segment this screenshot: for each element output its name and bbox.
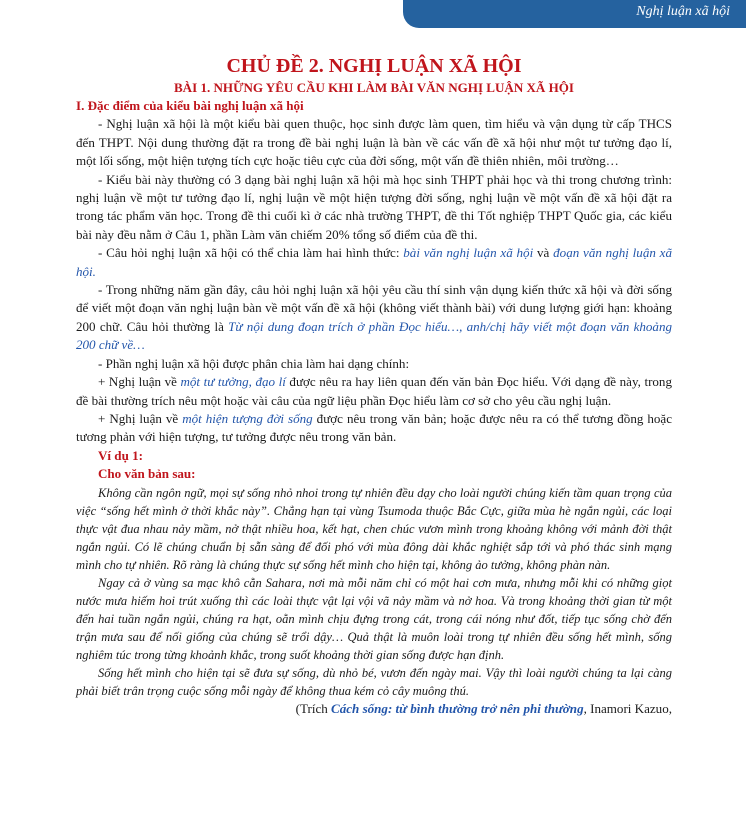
emphasis-ideology: một tư tưởng, đạo lí <box>180 374 286 390</box>
example-label: Ví dụ 1: <box>98 447 143 463</box>
paragraph-6-text: + Nghị luận về <box>98 374 181 390</box>
paragraph-3 <box>76 244 672 281</box>
header-bar <box>403 0 746 28</box>
paragraph-1: - Nghị luận xã hội là một kiểu bài quen thuộc, học sinh được làm quen, tìm hiểu và vận dụng từ cấp THCS đến THPT. Nội dung thường đặt ra trong đề bài nghị luận là bàn về các vấn đề xã hội như một tư tưởng đạo lí, một lối sống, một hiện tượng tích cực hoặc tiêu cực của đời sống, một vấn đề thiên nhiên, môi trường… <box>76 116 672 169</box>
paragraph-5: - Phần nghị luận xã hội được phân chia làm hai dạng chính: <box>98 355 410 371</box>
paragraph-2: - Kiểu bài này thường có 3 dạng bài nghị luận xã hội mà học sinh THPT phải học và thi trong chương trình: nghị luận về một tư tưởng đạo lí, nghị luận về một hiện tượng đời sống, nghị luận về một vấn đề xã hội đặt ra trong tác phẩm văn học. Trong đề thi cuối kì ở các nhà trường THPT, đề thi Tốt nghiệp THPT Quốc gia, các kiểu bài này đều nằm ở Câu 1, phần Làm văn chiếm 20% tổng số điểm của đề thi. <box>76 171 672 242</box>
source-open: (Trích <box>295 700 332 716</box>
paragraph-6-rest: được nêu ra hay liên quan đến văn bản Đọc hiểu. Với dạng đề này, trong đề bài thường trích nêu một hoặc vài câu của ngữ liệu phần Đọc hiểu làm cơ sở cho yêu cầu nghị luận. <box>76 374 672 408</box>
source-book-title: Cách sống: từ bình thường trở nên phi thường <box>331 700 584 716</box>
lesson-title: BÀI 1. NHỮNG YÊU CẦU KHI LÀM BÀI VĂN NGHỊ LUẬN XÃ HỘI <box>173 80 574 95</box>
source-author: , Inamori Kazuo, <box>583 700 672 716</box>
page-title: CHỦ ĐỀ 2. NGHỊ LUẬN XÃ HỘI <box>226 55 522 77</box>
paragraph-4 <box>76 281 672 355</box>
paragraph-4-text: - Trong những năm gần đây, câu hỏi nghị luận xã hội yêu cầu thí sinh vận dụng kiến thức xã hội và đời sống để viết một đoạn văn nghị luận bàn về một vấn đề xã hội (không viết thành bài) với dung lượng giới hạn: khoảng 200 chữ. Câu hỏi thường là <box>76 282 672 334</box>
source-citation <box>76 700 672 718</box>
excerpt <box>76 484 672 700</box>
paragraph-7-rest: được nêu trong văn bản; hoặc được nêu ra có thể tương đồng hoặc tương phản với hiện tượng, tư tưởng được nêu trong văn bản. <box>76 410 672 445</box>
emphasis-question-form: Từ nội dung đoạn trích ở phần Đọc hiểu…, anh/chị hãy viết một đoạn văn khoảng 200 chữ về… <box>76 318 672 353</box>
excerpt-paragraph-3: Sống hết mình cho hiện tại sẽ đưa sự sống, dù nhỏ bé, vươn đến ngày mai. Vậy thì loài người chúng ta lại càng phải biết trân trọng cuộc sống mỗi ngày để không thua kém cỏ cây muông thú. <box>76 665 672 698</box>
emphasis-phenomenon: một hiện tượng đời sống <box>182 410 313 426</box>
paragraph-7-text: + Nghị luận về <box>98 410 183 426</box>
example-given: Cho văn bản sau: <box>98 466 196 482</box>
header-title: Nghị luận xã hội <box>636 4 730 19</box>
paragraph-6 <box>76 373 672 410</box>
excerpt-paragraph-2: Ngay cả ở vùng sa mạc khô cằn Sahara, nơi mà mỗi năm chỉ có một hai cơn mưa, nhưng mỗi khi có những giọt nước mưa hiếm hoi trút xuống thì các loài thực vật lại vội vã nảy mầm và nở hoa. Và trong khoảng thời gian từ một đến hai tuần ngắn ngủi, chúng ra hạt, oằn mình chịu đựng trong cát, trong cái nóng như đốt, tiếp tục sống chờ đến trận mưa sau để nối giống của chúng sẽ trổi dậy… Quả thật là muôn loài trong tự nhiên đều sống hết mình, sống nghiêm túc trong từng khoảnh khắc, trong suốt khoảng thời gian sống được hạn định. <box>76 575 672 662</box>
excerpt-paragraph-1: Không cần ngôn ngữ, mọi sự sống nhỏ nhoi trong tự nhiên đều dạy cho loài người chúng kiến tầm quan trọng của việc “sống hết mình ở thời khắc này”. Chẳng hạn tại vùng Tsumoda thuộc Bắc Cực, giữa mùa hè ngắn ngủi, các loại thực vật đua nhau nảy mầm, nở thật nhiều hoa, kết hạt, chen chúc vươn mình trong khoảng không với mảnh đời thật ngắn ngủi. Có lẽ chúng chuẩn bị sẵn sàng để đối phó với mùa đông dài khắc nghiệt sắp tới và phó thác sinh mạng mình cho tự nhiên. Rõ ràng là chúng thực sự sống hết mình cho hiện tại, không ảo tưởng, không phàn nàn. <box>76 485 672 572</box>
section-heading: I. Đặc điểm của kiểu bài nghị luận xã hội <box>76 98 304 113</box>
paragraph-3-text: - Câu hỏi nghị luận xã hội có thể chia làm hai hình thức: <box>98 245 404 261</box>
page-content <box>76 54 672 718</box>
paragraph-3-and: và <box>533 245 554 261</box>
emphasis-essay: bài văn nghị luận xã hội <box>403 245 534 261</box>
paragraph-7 <box>76 410 672 447</box>
emphasis-paragraph: đoạn văn nghị luận xã hội. <box>76 245 672 279</box>
